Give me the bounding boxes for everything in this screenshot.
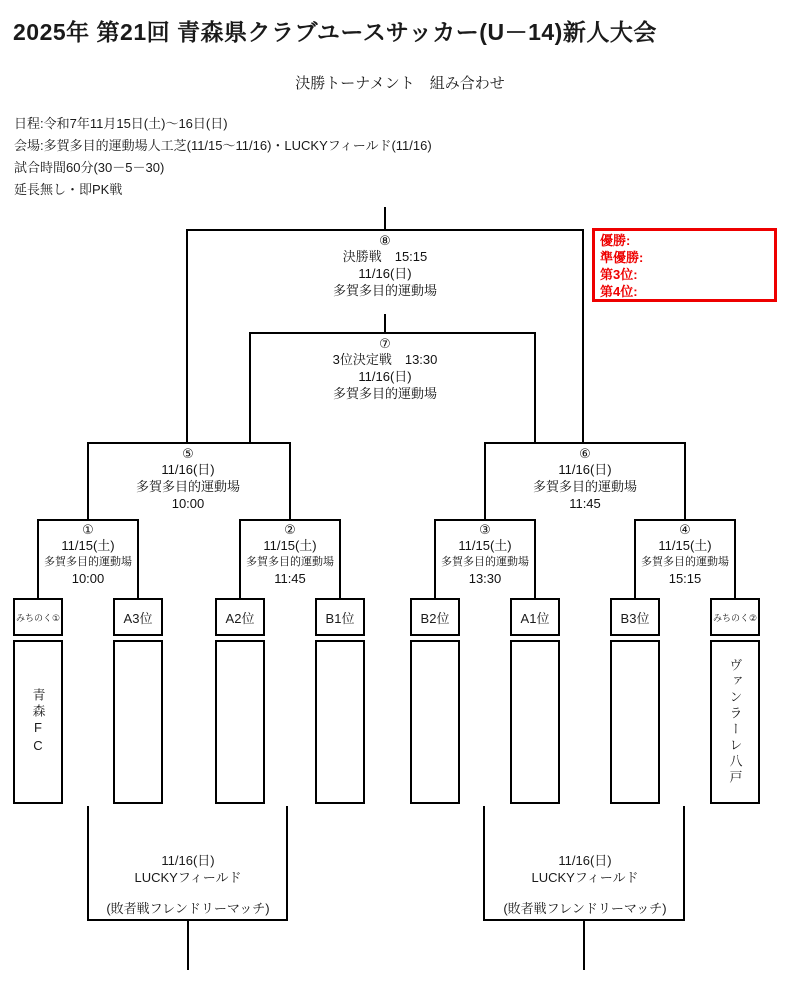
qf3-horizontal-line [434, 519, 536, 521]
friendly-right-note: (敗者戦フレンドリーマッチ) [503, 901, 667, 916]
match-semi2-number: ⑥ [579, 446, 591, 461]
seed-box-a3: A3位 [113, 598, 163, 636]
seed-box-b2: B2位 [410, 598, 460, 636]
team-box-3 [215, 640, 265, 804]
match-qf2-date: 11/15(土) [263, 538, 317, 553]
friendly-left-venue: LUCKYフィールド [134, 870, 242, 885]
match-qf4-date: 11/15(土) [658, 538, 712, 553]
info-line-match-time: 試合時間60分(30－5－30) [14, 160, 165, 175]
team-box-vanraure-hachinohe: ヴァンラーレ八戸 [710, 640, 760, 804]
semi2-horizontal-line [484, 442, 686, 444]
results-box [592, 228, 777, 302]
result-champion: 優勝: [600, 233, 631, 248]
friendly-left-stub-line [187, 919, 189, 970]
info-line-venue: 会場:多賀多目的運動場人工芝(11/15～11/16)・LUCKYフィールド(11/16) [14, 138, 432, 153]
match-third-place-venue: 多賀多目的運動場 [332, 386, 437, 401]
friendly-right-venue: LUCKYフィールド [531, 870, 639, 885]
qf4-horizontal-line [634, 519, 736, 521]
third-place-right-line [534, 332, 536, 444]
match-third-place-number: ⑦ [379, 336, 391, 351]
match-qf4-number: ④ [679, 522, 691, 537]
match-final-number: ⑧ [379, 233, 391, 248]
match-third-place [285, 336, 485, 402]
page-title: 2025年 第21回 青森県クラブユースサッカー(U－14)新人大会 [13, 19, 657, 45]
match-qf3-time: 13:30 [468, 571, 502, 586]
match-semi1-number: ⑤ [182, 446, 194, 461]
friendly-match-right [485, 852, 685, 917]
team-box-aomori-fc: 青森FC [13, 640, 63, 804]
match-semi1-date: 11/16(日) [161, 462, 215, 477]
champion-stub-line [384, 207, 386, 231]
qf1-horizontal-line [37, 519, 139, 521]
third-place-horizontal-line [249, 332, 536, 334]
match-qf1-venue: 多賀多目的運動場 [44, 556, 132, 568]
final-left-line [186, 229, 188, 443]
match-qf4-venue: 多賀多目的運動場 [641, 556, 729, 568]
friendly-left-note: (敗者戦フレンドリーマッチ) [106, 901, 270, 916]
result-third-place: 第3位: [600, 267, 638, 282]
match-qf3 [415, 522, 555, 587]
final-horizontal-line [186, 229, 584, 231]
seed-box-michinoku1: みちのく① [13, 598, 63, 636]
seed-box-b3: B3位 [610, 598, 660, 636]
page-subtitle: 決勝トーナメント 組み合わせ [295, 75, 505, 92]
match-qf3-date: 11/15(土) [458, 538, 512, 553]
seed-box-b1: B1位 [315, 598, 365, 636]
info-block [14, 113, 432, 201]
match-final-venue: 多賀多目的運動場 [332, 283, 437, 298]
match-qf3-number: ③ [479, 522, 491, 537]
match-semi2 [485, 446, 685, 512]
team-box-5 [410, 640, 460, 804]
match-semi2-date: 11/16(日) [558, 462, 612, 477]
semi1-right-line [289, 442, 291, 521]
match-third-place-name-time: 3位決定戦 13:30 [332, 352, 438, 367]
seed-box-michinoku2: みちのく② [710, 598, 760, 636]
info-line-no-extra-time: 延長無し・即PK戦 [14, 182, 123, 197]
friendly-match-left [88, 852, 288, 917]
match-semi1-time: 10:00 [171, 496, 205, 511]
match-third-place-date: 11/16(日) [358, 369, 412, 384]
match-final [285, 233, 485, 299]
match-qf1 [18, 522, 158, 587]
info-line-schedule: 日程:令和7年11月15日(土)～16日(日) [14, 116, 228, 131]
match-qf2-number: ② [284, 522, 296, 537]
seed-box-a1: A1位 [510, 598, 560, 636]
match-qf1-number: ① [82, 522, 94, 537]
match-semi2-time: 11:45 [569, 496, 601, 511]
match-final-name-time: 決勝戦 15:15 [342, 249, 428, 264]
qf2-horizontal-line [239, 519, 341, 521]
seed-box-a2: A2位 [215, 598, 265, 636]
friendly-right-stub-line [583, 919, 585, 970]
match-qf3-venue: 多賀多目的運動場 [441, 556, 529, 568]
match-qf2-venue: 多賀多目的運動場 [246, 556, 334, 568]
match-qf1-time: 10:00 [71, 571, 105, 586]
match-final-date: 11/16(日) [358, 266, 412, 281]
match-semi2-venue: 多賀多目的運動場 [532, 479, 637, 494]
team-box-6 [510, 640, 560, 804]
match-qf2-time: 11:45 [274, 571, 306, 586]
friendly-right-date: 11/16(日) [558, 853, 612, 868]
team-box-7 [610, 640, 660, 804]
third-place-stub-line [384, 314, 386, 334]
semi1-horizontal-line [87, 442, 291, 444]
final-right-line [582, 229, 584, 443]
third-place-left-line [249, 332, 251, 444]
match-semi1-venue: 多賀多目的運動場 [135, 479, 240, 494]
match-qf2 [220, 522, 360, 587]
match-semi1 [88, 446, 288, 512]
team-box-4 [315, 640, 365, 804]
match-qf1-date: 11/15(土) [61, 538, 115, 553]
team-box-2 [113, 640, 163, 804]
result-runner-up: 準優勝: [600, 250, 644, 265]
match-qf4-time: 15:15 [668, 571, 702, 586]
friendly-left-date: 11/16(日) [161, 853, 215, 868]
result-fourth-place: 第4位: [600, 284, 638, 299]
match-qf4 [615, 522, 755, 587]
